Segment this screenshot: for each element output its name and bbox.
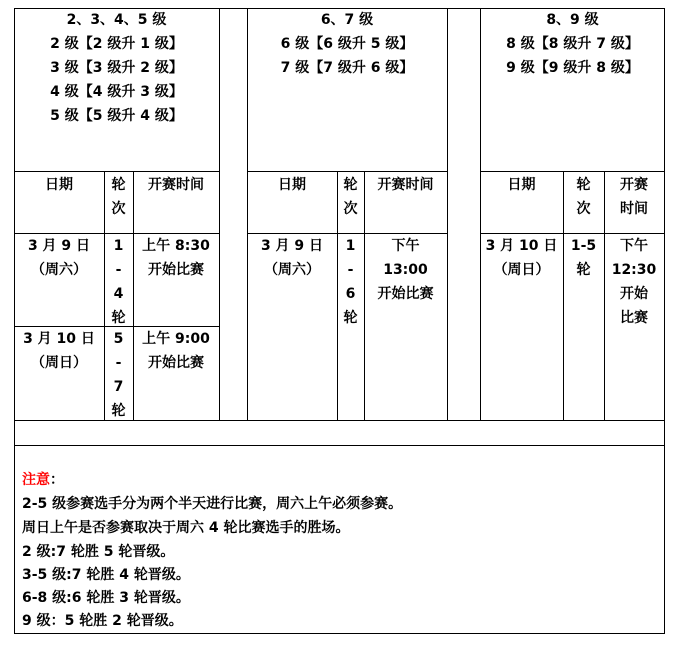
row-time: 开始比赛	[148, 355, 204, 371]
header-time: 开赛时间	[148, 177, 204, 193]
header-round: 轮	[576, 177, 591, 193]
row-time: 开始比赛	[377, 286, 434, 302]
note-line: 3-5 级:7 轮胜 4 轮晋级。	[22, 567, 190, 583]
header-round: 次	[576, 201, 591, 217]
header-date: 日期	[507, 177, 536, 193]
row-round: -	[115, 355, 122, 371]
level-line: 9 级【9 级升 8 级】	[506, 60, 639, 76]
group-title: 6、7 级	[320, 12, 374, 28]
notes-heading	[22, 468, 64, 492]
row-date: （周六）	[264, 262, 320, 278]
level-line: 5 级【5 级升 4 级】	[50, 108, 183, 124]
border-right	[664, 8, 665, 634]
row-time: 开始	[620, 286, 648, 302]
row-time: 下午	[620, 238, 648, 254]
row-round: 1-5	[570, 238, 597, 254]
row-time: 比赛	[620, 310, 648, 326]
header-date: 日期	[45, 177, 73, 193]
header-time: 开赛时间	[377, 177, 434, 193]
row-round: -	[115, 262, 122, 278]
header-round: 轮	[111, 177, 126, 193]
row-round: 6	[345, 286, 356, 302]
header-round: 次	[343, 201, 358, 217]
row-time: 上午 8:30	[142, 238, 210, 254]
header-time: 开赛	[620, 177, 648, 193]
row-round: 7	[113, 379, 124, 395]
row-round: 轮	[343, 310, 358, 326]
notes-colon: ：	[50, 472, 64, 488]
row-round: -	[347, 262, 354, 278]
header-round: 次	[111, 201, 126, 217]
row-date: 3 月 9 日	[260, 238, 324, 254]
notes-label: 注意	[22, 472, 50, 488]
row-round: 轮	[111, 403, 126, 419]
header-date: 日期	[278, 177, 306, 193]
row-date: （周六）	[31, 262, 87, 278]
row-date: （周日）	[493, 262, 550, 278]
note-line: 周日上午是否参赛取决于周六 4 轮比赛选手的胜场。	[22, 520, 350, 536]
level-line: 7 级【7 级升 6 级】	[280, 60, 414, 76]
row-time: 13:00	[383, 262, 428, 278]
level-line: 4 级【4 级升 3 级】	[50, 84, 183, 100]
row-time: 上午 9:00	[142, 331, 210, 347]
schedule-table	[14, 8, 665, 634]
row-date: （周日）	[31, 355, 87, 371]
header-round: 轮	[343, 177, 358, 193]
level-line: 8 级【8 级升 7 级】	[506, 36, 639, 52]
group-title: 2、3、4、5 级	[66, 12, 167, 28]
row-round: 4	[113, 286, 124, 302]
row-round: 1	[345, 238, 356, 254]
row-date: 3 月 10 日	[23, 331, 95, 347]
note-line: 2 级:7 轮胜 5 轮晋级。	[22, 544, 175, 560]
row-round: 1	[113, 238, 124, 254]
note-line: 9 级：5 轮胜 2 轮晋级。	[22, 613, 183, 629]
level-line: 6 级【6 级升 5 级】	[280, 36, 414, 52]
row-round: 轮	[576, 262, 591, 278]
row-round: 5	[113, 331, 124, 347]
level-line: 3 级【3 级升 2 级】	[50, 60, 183, 76]
level-line: 2 级【2 级升 1 级】	[50, 36, 183, 52]
row-date: 3 月 9 日	[27, 238, 91, 254]
header-time: 时间	[620, 201, 648, 217]
note-line: 6-8 级:6 轮胜 3 轮晋级。	[22, 590, 190, 606]
note-line: 2-5 级参赛选手分为两个半天进行比赛，周六上午必须参赛。	[22, 496, 403, 512]
row-time: 下午	[391, 238, 420, 254]
group-title: 8、9 级	[546, 12, 599, 28]
row-round: 轮	[111, 310, 126, 326]
border-bottom	[14, 633, 665, 634]
row-time: 12:30	[611, 262, 657, 278]
row-time: 开始比赛	[148, 262, 204, 278]
row-date: 3 月 10 日	[485, 238, 558, 254]
